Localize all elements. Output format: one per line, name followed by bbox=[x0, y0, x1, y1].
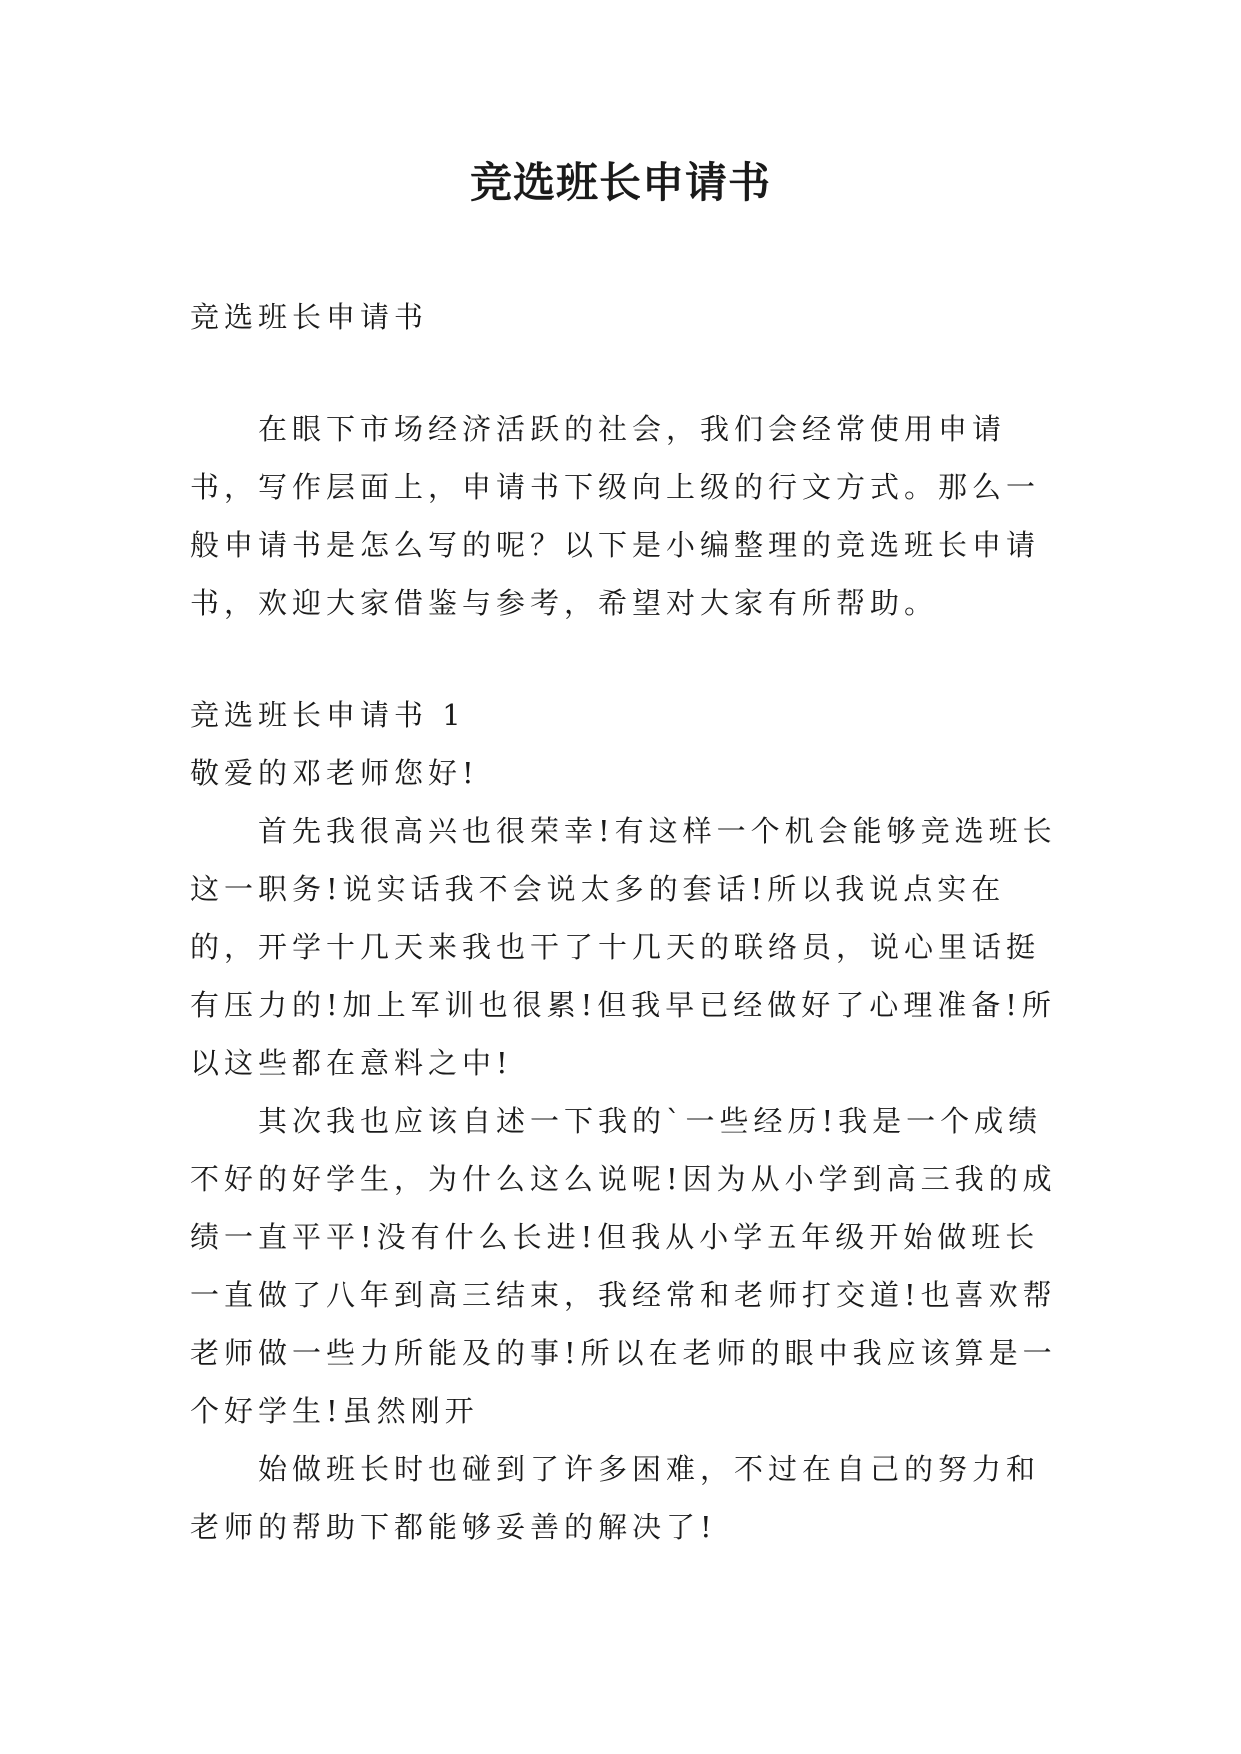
body-paragraph: 始做班长时也碰到了许多困难，不过在自己的努力和老师的帮助下都能够妥善的解决了! bbox=[190, 1452, 1041, 1544]
section-heading: 竞选班长申请书 1 bbox=[190, 698, 466, 732]
intro-paragraph: 在眼下市场经济活跃的社会，我们会经常使用申请书，写作层面上，申请书下级向上级的行文方式。那么一般申请书是怎么写的呢？以下是小编整理的竞选班长申请书，欢迎大家借鉴与参考，希望对大家有所帮助。 bbox=[190, 412, 1041, 620]
document-body bbox=[190, 288, 1070, 1556]
document-subtitle: 竞选班长申请书 bbox=[190, 300, 429, 334]
salutation: 敬爱的邓老师您好! bbox=[190, 756, 479, 790]
body-paragraph: 首先我很高兴也很荣幸!有这样一个机会能够竞选班长这一职务!说实话我不会说太多的套话!所以我说点实在的，开学十几天来我也干了十几天的联络员，说心里话挺有压力的!加上军训也很累!但我早已经做好了心理准备!所以这些都在意料之中! bbox=[190, 814, 1057, 1080]
document-title: 竞选班长申请书 bbox=[469, 158, 771, 207]
body-paragraph: 其次我也应该自述一下我的`一些经历!我是一个成绩不好的好学生，为什么这么说呢!因为从小学到高三我的成绩一直平平!没有什么长进!但我从小学五年级开始做班长一直做了八年到高三结束，我经常和老师打交道!也喜欢帮老师做一些力所能及的事!所以在老师的眼中我应该算是一个好学生!虽然刚开 bbox=[190, 1104, 1057, 1428]
